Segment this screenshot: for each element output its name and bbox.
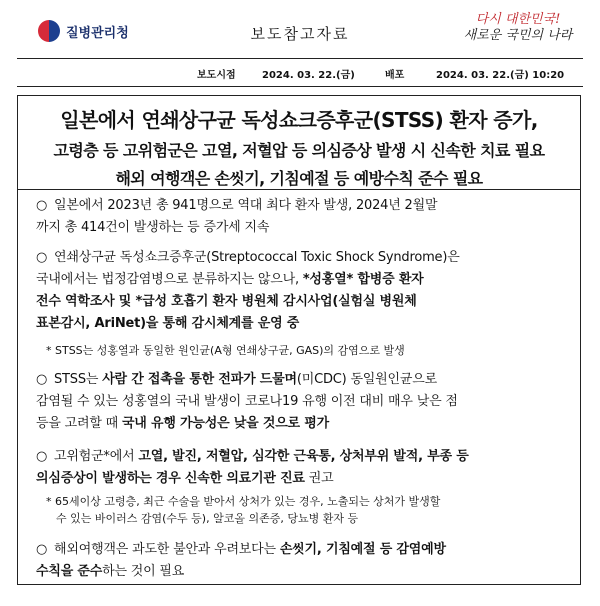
title-separator: [18, 189, 580, 190]
subtitle-1: 고령층 등 고위험군은 고열, 저혈압 등 의심증상 발생 시 신속한 치료 필요: [53, 141, 545, 160]
title-area: [18, 96, 580, 189]
org-name: 질병관리청: [66, 25, 129, 41]
slogan: [458, 12, 578, 44]
list-item: ○ STSS는 사람 간 접촉을 통한 전파가 드물며(미CDC) 동일원인균으로 감염될 수 있는 성홍열의 국내 발생이 코로나19 유행 이전 대비 매우 낮은 점 등을 고려할 때 국내 유행 가능성은 낮을 것으로 평가: [36, 372, 458, 431]
subtitle-2: 해외 여행객은 손씻기, 기침예절 등 예방수칙 준수 필요: [115, 169, 483, 188]
footnote: * 65세이상 고령층, 최근 수술을 받아서 상처가 있는 경우, 노출되는 상처가 발생할 수 있는 바이러스 감염(수두 등), 알코올 의존증, 당뇨병 환자 등: [46, 495, 441, 525]
header: [0, 0, 600, 60]
doc-type: 보도참고자료: [250, 25, 350, 43]
list-item: ○ 연쇄상구균 독성쇼크증후군(Streptococcal Toxic Shock Syndrome)은 국내에서는 법정감염병으로 분류하지는 않으나, *성홍열* 합병증 환자 전수 역학조사 및 *급성 호흡기 환자 병원체 감시사업(실험실 병원체 표본감시, AriNet)을 통해 감시체계를 운영 중: [36, 250, 460, 331]
list-item: ○ 일본에서 2023년 총 941명으로 역대 최다 환자 발생, 2024년 2월말 까지 총 414건이 발생하는 등 증가세 지속: [36, 198, 438, 235]
list-item: ○ 고위험군*에서 고열, 발진, 저혈압, 심각한 근육통, 상처부위 발적, 부종 등 의심증상이 발생하는 경우 신속한 의료기관 진료 권고: [36, 449, 469, 486]
slogan-line1: 다시 대한민국!: [475, 12, 561, 27]
distribution-value: 2024. 03. 22.(금) 10:20: [436, 70, 565, 81]
distribution-label: 배포: [385, 70, 405, 81]
content-box: [17, 95, 581, 585]
header-divider: [17, 58, 583, 59]
list-item: ○ 해외여행객은 과도한 불안과 우려보다는 손씻기, 기침예절 등 감염예방 수칙을 준수하는 것이 필요: [36, 542, 446, 579]
date-divider: [17, 86, 583, 87]
report-time-value: 2024. 03. 22.(금): [262, 70, 355, 81]
footnote: * STSS는 성홍열과 동일한 원인균(A형 연쇄상구균, GAS)의 감염으로 발생: [46, 344, 405, 357]
page-title: 일본에서 연쇄상구균 독성쇼크증후군(STSS) 환자 증가,: [60, 108, 538, 132]
report-time-label: 보도시점: [197, 70, 236, 81]
slogan-line2: 새로운 국민의 나라: [463, 28, 573, 43]
